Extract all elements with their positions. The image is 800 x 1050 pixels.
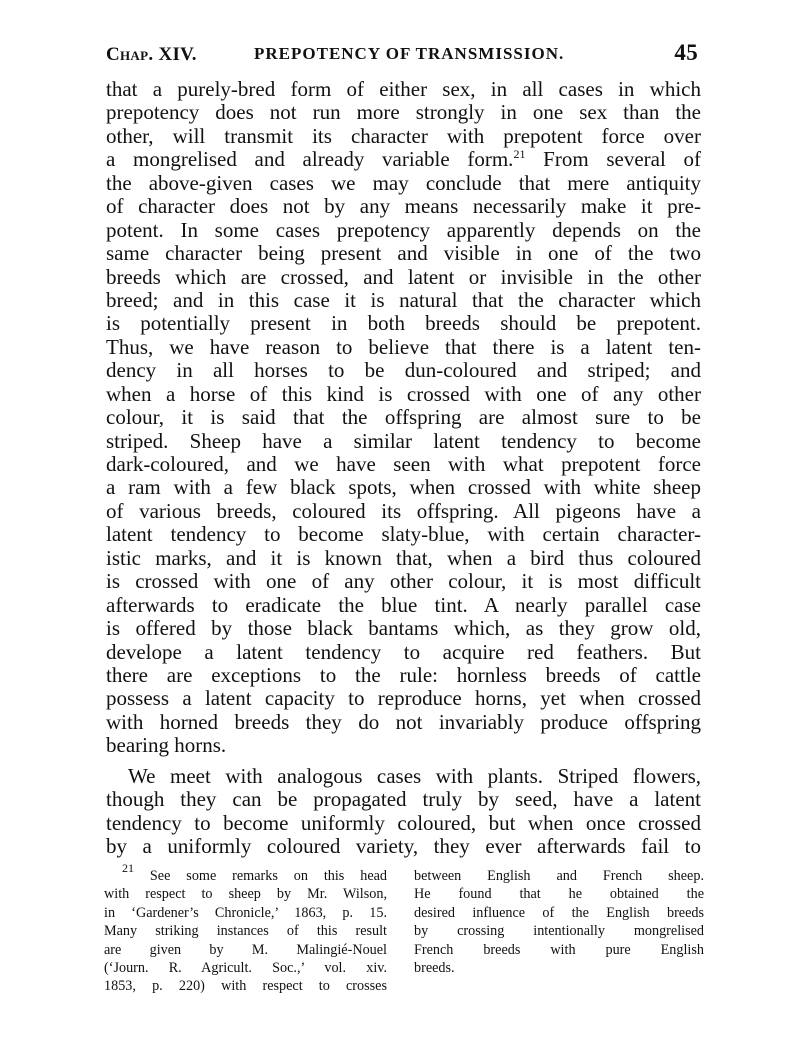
footnote-line: Many striking instances of this result bbox=[104, 923, 387, 940]
text-line: breed; and in this case it is natural that the character which bbox=[106, 287, 701, 312]
footnote-line: by crossing intentionally mongrelised bbox=[414, 923, 704, 940]
text-line: other, will transmit its character with prepotent force over bbox=[106, 123, 701, 148]
text-line: Thus, we have reason to believe that there is a latent ten- bbox=[106, 334, 701, 359]
text-line: is offered by those black bantams which, as they grow old, bbox=[106, 616, 701, 641]
text-line: striped. Sheep have a similar latent tendency to become bbox=[106, 428, 701, 453]
text-line: of various breeds, coloured its offspring. All pigeons have a bbox=[106, 498, 701, 523]
footnote-line: breeds. bbox=[414, 959, 455, 976]
text-line: is crossed with one of any other colour, it is most difficult bbox=[106, 569, 701, 594]
running-title: PREPOTENCY OF TRANSMISSION. bbox=[254, 44, 565, 63]
footnote-column-left bbox=[104, 861, 388, 996]
text-line: when a horse of this kind is crossed with one of any other bbox=[106, 381, 701, 406]
footnotes bbox=[104, 861, 704, 1017]
text-line-segment: From several of bbox=[543, 147, 702, 172]
text-line: same character being present and visible in one of the two bbox=[106, 241, 701, 266]
text-line: of character does not by any means necessarily make it pre- bbox=[106, 194, 701, 219]
text-line: a ram with a few black spots, when crossed with white sheep bbox=[106, 475, 701, 500]
text-line: develope a latent tendency to acquire red feathers. But bbox=[106, 639, 701, 664]
text-line: istic marks, and it is known that, when a bird thus coloured bbox=[106, 545, 701, 570]
text-line: tendency to become uniformly coloured, but when once crossed bbox=[106, 810, 701, 835]
chapter-label: Chap. XIV. bbox=[106, 44, 197, 65]
text-line: colour, it is said that the offspring are almost sure to be bbox=[106, 405, 701, 430]
text-line: the above-given cases we may conclude that mere antiquity bbox=[106, 170, 701, 195]
text-line: dency in all horses to be dun-coloured and striped; and bbox=[106, 358, 701, 383]
text-line: though they can be propagated truly by seed, have a latent bbox=[106, 787, 701, 812]
text-line: latent tendency to become slaty-blue, with certain character- bbox=[106, 522, 701, 547]
footnote-line-text: See some remarks on this head bbox=[149, 868, 388, 884]
footnote-line: between English and French sheep. bbox=[414, 868, 704, 884]
text-line: afterwards to eradicate the blue tint. A nearly parallel case bbox=[106, 592, 701, 617]
text-line: possess a latent capacity to reproduce horns, yet when crossed bbox=[106, 686, 701, 711]
footnote-reference: 21 bbox=[513, 147, 526, 162]
text-line: potent. In some cases prepotency apparently depends on the bbox=[106, 217, 701, 242]
text-line: breeds which are crossed, and latent or invisible in the other bbox=[106, 264, 701, 289]
text-line: that a purely-bred form of either sex, in all cases in which bbox=[106, 77, 701, 101]
text-line: We meet with analogous cases with plants. Striped flowers, bbox=[128, 763, 701, 788]
footnote-line: with respect to sheep by Mr. Wilson, bbox=[104, 886, 387, 903]
page-number: 45 bbox=[674, 40, 698, 65]
body-text bbox=[106, 78, 701, 858]
footnote-line: (‘Journ. R. Agricult. Soc.,’ vol. xiv. bbox=[104, 959, 387, 976]
text-line: by a uniformly coloured variety, they ever afterwards fail to bbox=[106, 834, 701, 858]
footnote-line: in ‘Gardener’s Chronicle,’ 1863, p. 15. bbox=[104, 904, 387, 921]
text-line: dark-coloured, and we have seen with what prepotent force bbox=[106, 452, 701, 476]
text-line: there are exceptions to the rule: hornless breeds of cattle bbox=[106, 662, 701, 687]
footnote-line bbox=[104, 861, 388, 885]
text-line: is potentially present in both breeds should be prepotent. bbox=[106, 311, 701, 336]
footnote-line: He found that he obtained the bbox=[414, 886, 704, 903]
running-header bbox=[106, 40, 698, 70]
footnote-line: 1853, p. 220) with respect to crosses bbox=[104, 978, 387, 995]
footnote-number: 21 bbox=[122, 861, 134, 875]
text-line: prepotency does not run more strongly in one sex than the bbox=[106, 100, 701, 125]
footnote-line: French breeds with pure English bbox=[414, 941, 704, 958]
text-line bbox=[106, 148, 701, 171]
footnote-column-right bbox=[414, 867, 704, 977]
footnote-line: desired influence of the English breeds bbox=[414, 904, 704, 921]
text-line: with horned breeds they do not invariably produce offspring bbox=[106, 709, 701, 734]
text-line: bearing horns. bbox=[106, 733, 227, 758]
text-line-segment: a mongrelised and already variable form. bbox=[106, 147, 514, 172]
footnote-line: are given by M. Malingié-Nouel bbox=[104, 941, 387, 958]
